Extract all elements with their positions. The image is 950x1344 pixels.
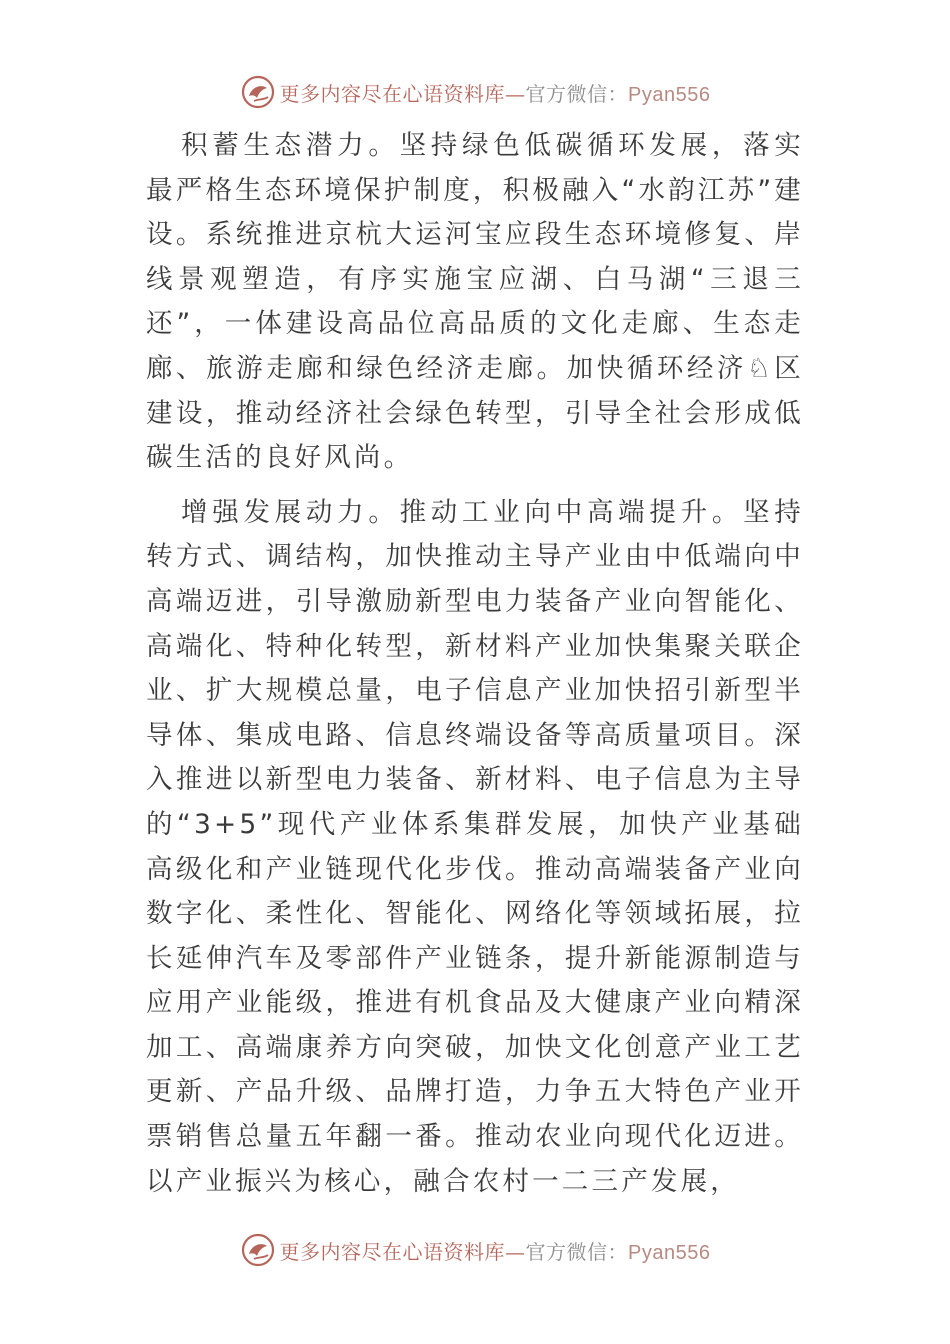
watermark-text: 更多内容尽在心语资料库—官方微信：Pyan556 <box>279 1239 711 1264</box>
header-watermark <box>0 72 950 112</box>
paragraph-ecology: 积蓄生态潜力。坚持绿色低碳循环发展，落实最严格生态环境保护制度，积极融入“水韵江苏”建设。系统推进京杭大运河宝应段生态环境修复、岸线景观塑造，有序实施宝应湖、白马湖“三退三还”，一体建设高品位高品质的文化走廊、生态走廊、旅游走廊和绿色经济走廊。加快循环经济♘区建设，推动经济社会绿色转型，引导全社会形成低碳生活的良好风尚。 <box>146 130 804 474</box>
heart-scroll-logo-icon <box>240 1232 276 1268</box>
heart-scroll-logo-icon <box>240 74 276 110</box>
footer-watermark <box>0 1230 950 1270</box>
paragraph-development: 增强发展动力。推动工业向中高端提升。坚持转方式、调结构，加快推动主导产业由中低端向中高端迈进，引导激励新型电力装备产业向智能化、高端化、特种化转型，新材料产业加快集聚关联企业、扩大规模总量，电子信息产业加快招引新型半导体、集成电路、信息终端设备等高质量项目。深入推进以新型电力装备、新材料、电子信息为主导的“3+5”现代产业体系集群发展，加快产业基础高级化和产业链现代化步伐。推动高端装备产业向数字化、柔性化、智能化、网络化等领域拓展，拉长延伸汽车及零部件产业链条，提升新能源制造与应用产业能级，推进有机食品及大健康产业向精深加工、高端康养方向突破，加快文化创意产业工艺更新、产品升级、品牌打造，力争五大特色产业开票销售总量五年翻一番。推动农业向现代化迈进。以产业振兴为核心，融合农村一二三产发展， <box>146 496 804 1197</box>
watermark-text: 更多内容尽在心语资料库—官方微信：Pyan556 <box>279 81 711 106</box>
document-body <box>146 124 804 1204</box>
